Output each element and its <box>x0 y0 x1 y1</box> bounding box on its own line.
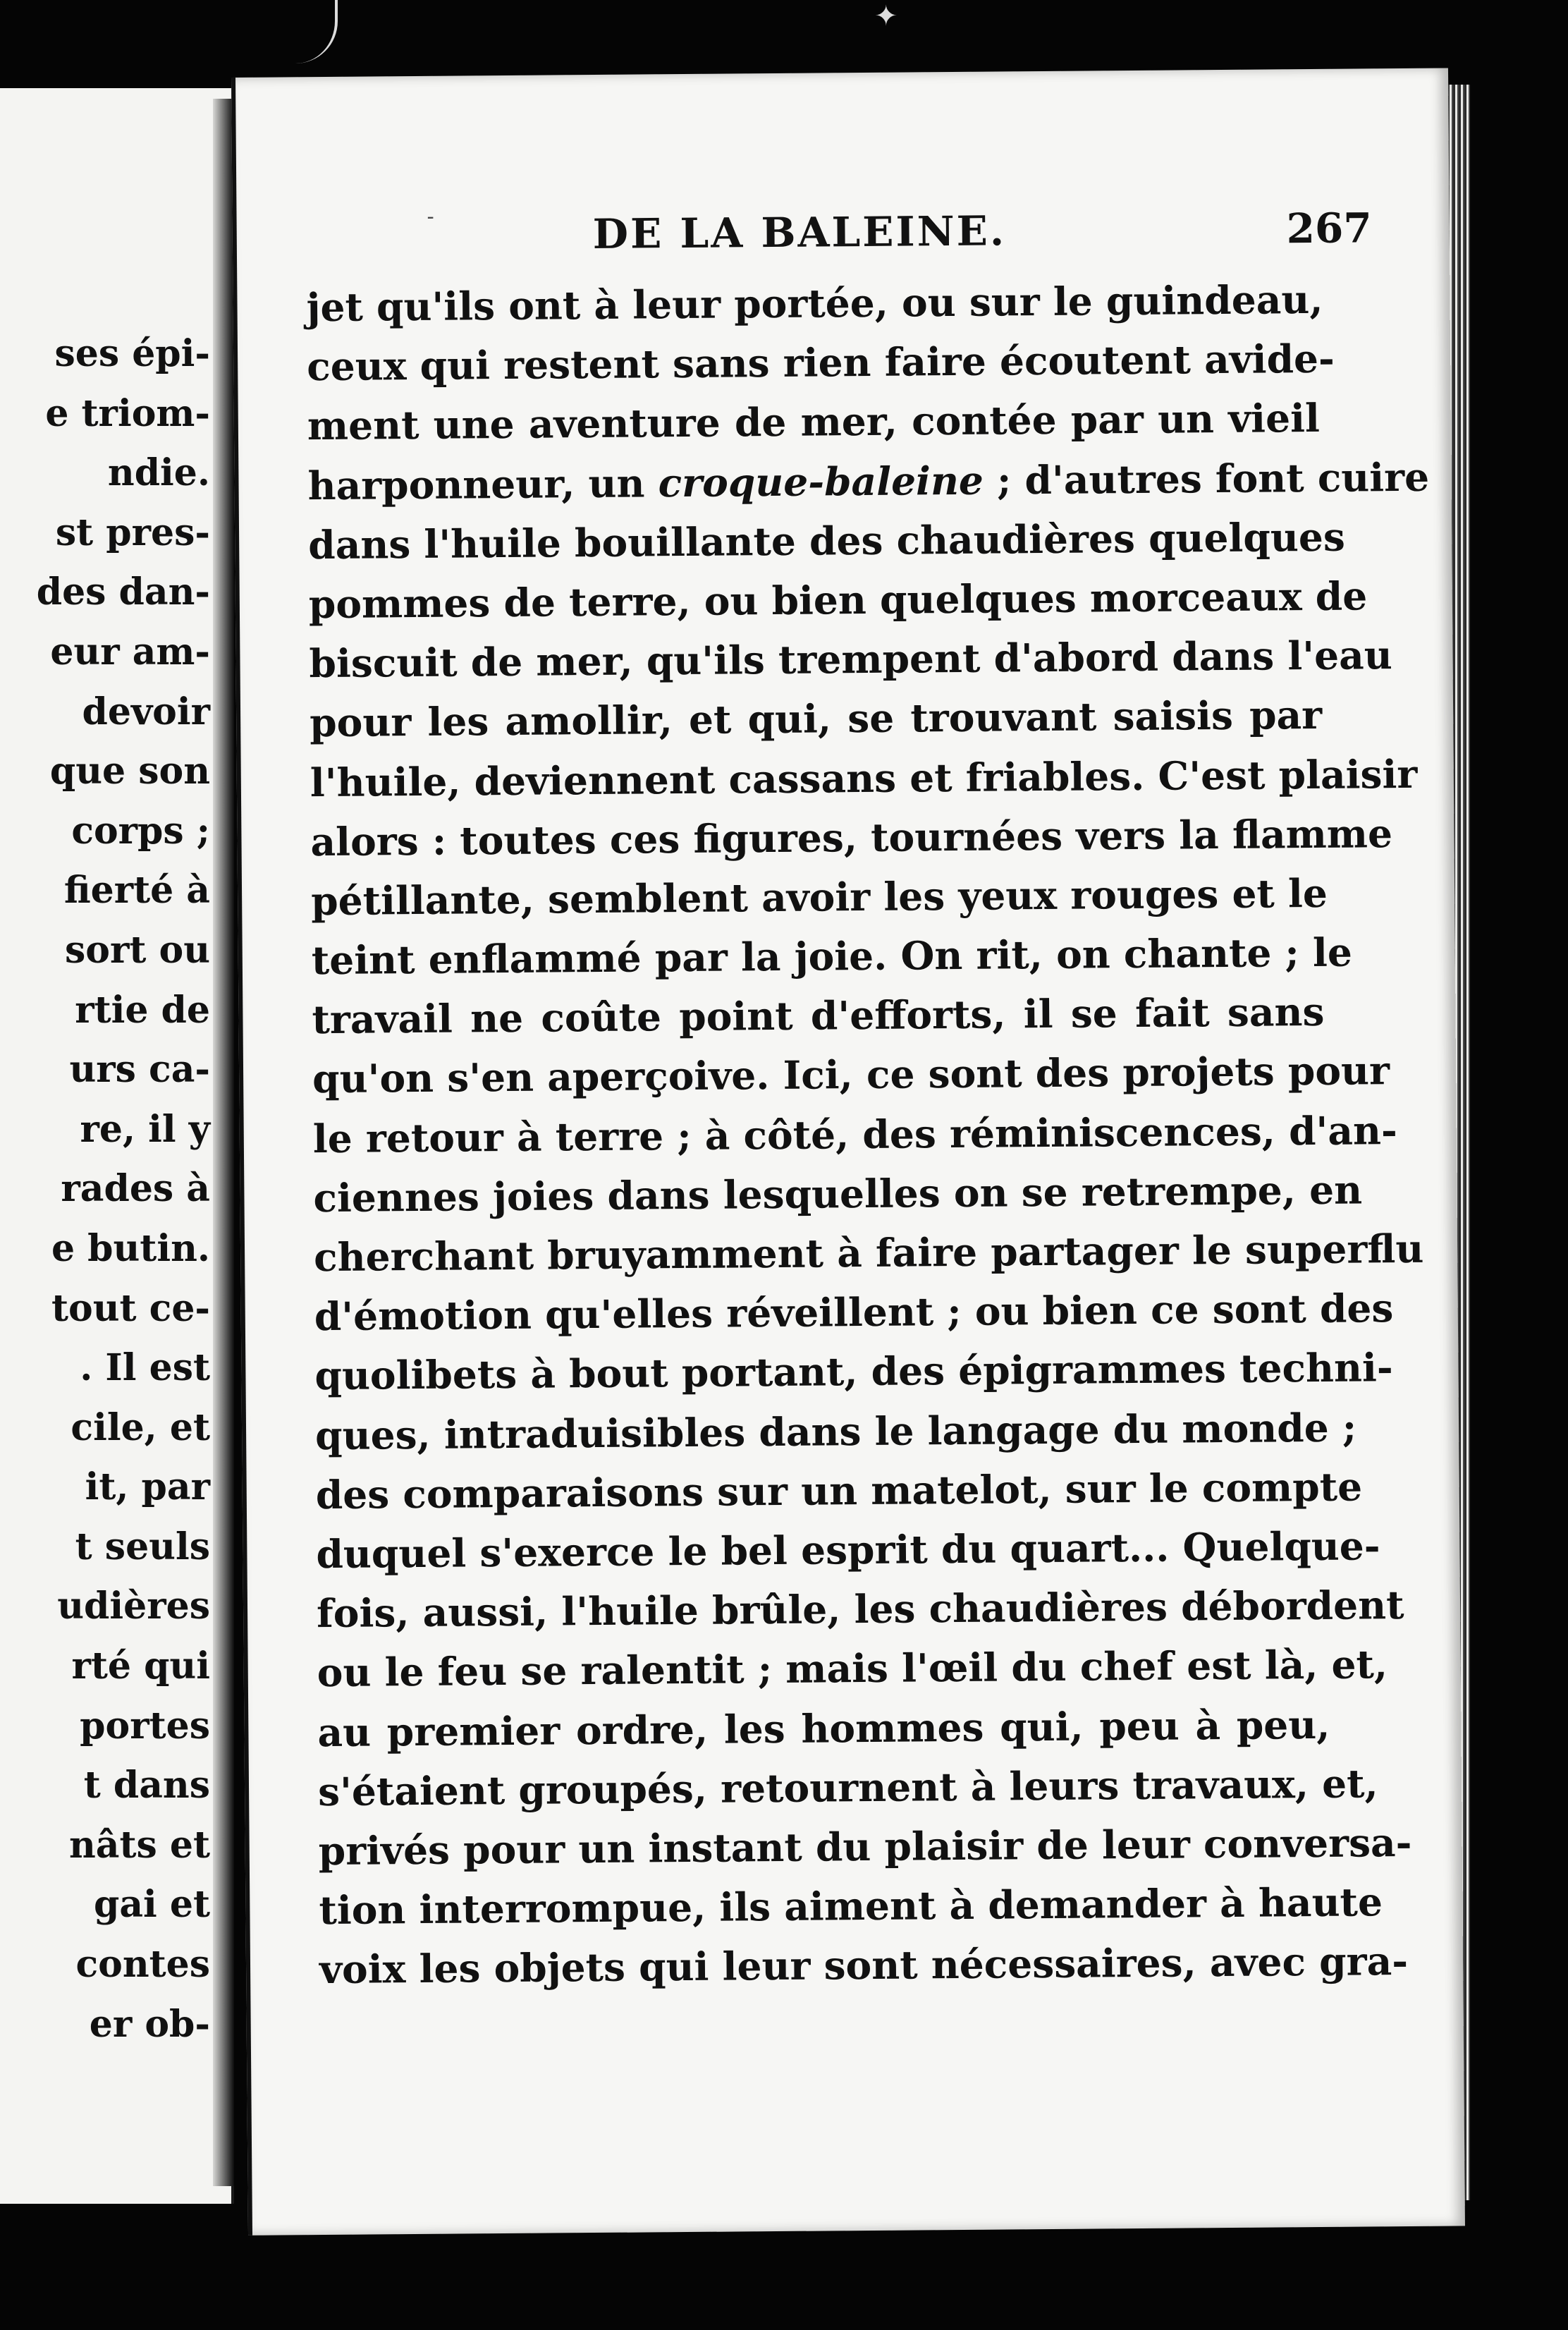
text-line <box>312 1101 1398 1168</box>
previous-page-line: corps ; <box>71 809 210 853</box>
text-segment: harponneur, un <box>307 459 659 508</box>
text-line <box>311 923 1353 990</box>
text-segment: cherchant bruyamment à faire partager le superflu <box>313 1225 1424 1281</box>
text-line <box>306 270 1323 337</box>
text-line <box>307 508 1346 575</box>
text-segment: s'étaient groupés, retournent à leurs travaux, et, <box>317 1759 1378 1814</box>
previous-page-line: . Il est <box>80 1346 210 1390</box>
italic-term: croque-baleine <box>658 457 984 506</box>
text-segment: ment une aventure de mer, contée par un vieil <box>307 395 1321 449</box>
running-head: DE LA BALEINE. <box>592 207 1007 258</box>
previous-page-line: cile, et <box>71 1405 210 1449</box>
text-segment: pour les amollir, et qui, se trouvant saisis par <box>309 692 1323 746</box>
text-line <box>307 389 1321 456</box>
previous-page-line: portes <box>80 1704 210 1748</box>
previous-page-line: e butin. <box>51 1226 210 1270</box>
text-line <box>314 1398 1357 1465</box>
previous-page-line: re, il y <box>80 1107 210 1151</box>
previous-page-line: que son <box>49 750 210 793</box>
text-line <box>319 1873 1383 1940</box>
scan-corner-mark <box>278 0 338 63</box>
text-segment: alors : toutes ces figures, tournées vers la flamme <box>310 810 1393 865</box>
book-page <box>231 68 1465 2235</box>
text-line <box>315 1458 1363 1525</box>
text-line <box>314 1279 1394 1346</box>
text-segment: voix les objets qui leur sont nécessaires, avec gra- <box>319 1938 1409 1993</box>
previous-page-line: gai et <box>93 1883 210 1927</box>
text-segment: privés pour un instant du plaisir de leur conversa- <box>318 1819 1412 1874</box>
previous-page-line: rté qui <box>71 1645 210 1688</box>
text-segment: teint enflammé par la joie. On rit, on chante ; le <box>311 929 1353 984</box>
previous-page-line: nâts et <box>68 1823 210 1867</box>
text-line <box>310 745 1418 812</box>
text-segment: l'huile, deviennent cassans et friables. C'est plaisir <box>310 750 1418 805</box>
text-line <box>313 1161 1363 1228</box>
text-line <box>317 1695 1330 1762</box>
previous-page-line: st pres- <box>55 511 210 554</box>
text-segment: au premier ordre, les hommes qui, peu à peu, <box>317 1701 1330 1755</box>
text-line <box>318 1814 1412 1881</box>
scan-speck: ✦ <box>874 0 898 32</box>
text-segment: des comparaisons sur un matelot, sur le compte <box>315 1463 1363 1518</box>
text-line <box>310 805 1393 872</box>
text-line <box>309 626 1392 693</box>
previous-page-line: rtie de <box>75 988 210 1032</box>
previous-page-line: des dan- <box>36 571 210 614</box>
text-segment: le retour à terre ; à côté, des réminiscences, d'an- <box>312 1106 1398 1161</box>
text-line <box>312 982 1325 1049</box>
previous-page-line: ses épi- <box>54 332 210 375</box>
text-segment: ques, intraduisibles dans le langage du monde ; <box>314 1404 1357 1458</box>
text-segment: tion interrompue, ils aiment à demander à haute <box>319 1879 1383 1934</box>
previous-page-line: e triom- <box>45 391 210 435</box>
previous-page-line: eur am- <box>50 630 210 673</box>
page-body-text <box>306 270 1430 2000</box>
previous-page-line: sort ou <box>65 928 210 972</box>
previous-page-line: er ob- <box>89 2002 210 2046</box>
previous-page-text <box>0 324 226 2054</box>
text-segment: ; d'autres font cuire <box>983 453 1430 504</box>
previous-page-line: ndie. <box>107 451 210 495</box>
text-line <box>316 1517 1380 1584</box>
previous-page-line: it, par <box>85 1465 210 1509</box>
text-segment: jet qu'ils ont à leur portée, ou sur le guindeau, <box>306 276 1323 331</box>
previous-page-fragment <box>0 88 234 2204</box>
text-line <box>317 1635 1388 1702</box>
text-segment: fois, aussi, l'huile brûle, les chaudières débordent <box>316 1582 1404 1637</box>
text-segment: dans l'huile bouillante des chaudières quelques <box>307 513 1346 568</box>
header-dash: - <box>427 204 434 229</box>
text-line <box>312 1042 1390 1109</box>
text-line <box>307 448 1430 515</box>
text-line <box>314 1338 1393 1405</box>
text-line <box>319 1932 1409 1999</box>
previous-page-line: devoir <box>82 690 210 733</box>
text-segment: pommes de terre, ou bien quelques morceaux de <box>308 573 1368 628</box>
previous-page-line: tout ce- <box>51 1286 210 1330</box>
text-segment: ceux qui restent sans rien faire écoutent avide- <box>306 335 1335 390</box>
text-line <box>308 567 1368 634</box>
previous-page-line: urs ca- <box>69 1048 210 1092</box>
text-segment: biscuit de mer, qu'ils trempent d'abord dans l'eau <box>309 632 1392 687</box>
text-line <box>310 864 1328 931</box>
page-number: 267 <box>1286 204 1372 253</box>
previous-page-line: t seuls <box>75 1525 210 1568</box>
text-segment: quolibets à bout portant, des épigrammes techni- <box>314 1344 1393 1399</box>
text-segment: duquel s'exerce le bel esprit du quart... Quelque- <box>316 1523 1380 1578</box>
previous-page-line: t dans <box>83 1764 210 1807</box>
previous-page-line: udières <box>57 1585 210 1628</box>
previous-page-line: contes <box>75 1943 210 1987</box>
text-line <box>306 329 1335 396</box>
page-header <box>237 203 1450 276</box>
text-line <box>313 1220 1424 1287</box>
book-gutter <box>213 99 234 2186</box>
text-segment: travail ne coûte point d'efforts, il se fait sans <box>312 989 1325 1043</box>
previous-page-line: fierté à <box>63 869 210 913</box>
text-line <box>317 1755 1378 1822</box>
text-segment: ciennes joies dans lesquelles on se retrempe, en <box>313 1166 1363 1221</box>
text-segment: qu'on s'en aperçoive. Ici, ce sont des projets pour <box>312 1047 1390 1102</box>
text-line <box>310 685 1323 752</box>
text-segment: pétillante, semblent avoir les yeux rouges et le <box>310 870 1328 925</box>
text-line <box>316 1576 1404 1643</box>
text-segment: d'émotion qu'elles réveillent ; ou bien ce sont des <box>314 1285 1394 1340</box>
text-segment: ou le feu se ralentit ; mais l'œil du chef est là, et, <box>317 1641 1388 1696</box>
previous-page-line: rades à <box>61 1167 210 1211</box>
